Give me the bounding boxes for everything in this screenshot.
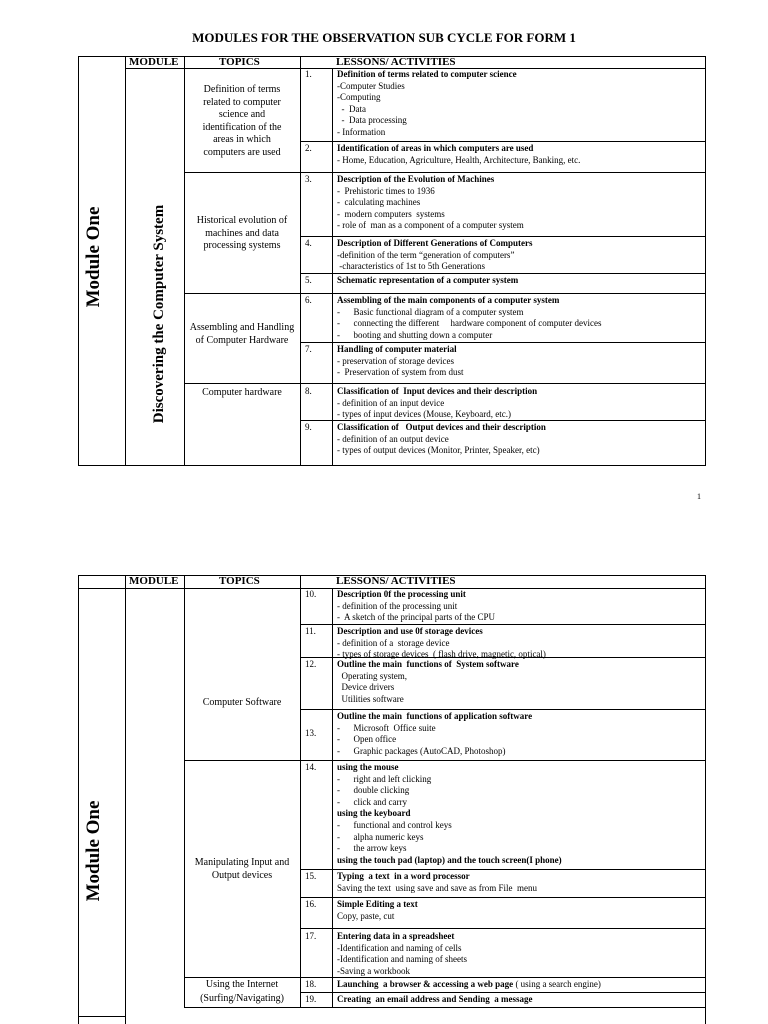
lesson-content [337, 174, 703, 232]
lesson-number: 11. [305, 626, 316, 636]
lesson-number: 17. [305, 931, 317, 941]
lesson-content [337, 69, 703, 139]
lesson-number: 19. [305, 994, 317, 1004]
lesson-content [337, 899, 703, 922]
lesson-heading: using the touch pad (laptop) and the touch screen(I phone) [337, 854, 562, 865]
lesson-number: 4. [305, 238, 312, 248]
lesson-content [337, 994, 703, 1006]
lesson-heading: Classification of Output devices and their description [337, 422, 546, 432]
lesson-line: - functional and control keys [337, 819, 452, 830]
lesson-line: - Graphic packages (AutoCAD, Photoshop) [337, 745, 506, 756]
lesson-content [337, 275, 703, 287]
lesson-line: -Computing [337, 92, 381, 103]
module-label: Module One [83, 206, 104, 308]
lesson-heading: Typing a text in a word processor [337, 871, 470, 881]
lesson-heading: using the mouse [337, 762, 399, 772]
lesson-content [337, 238, 703, 273]
module-name: Discovering the Computer System [151, 204, 167, 424]
lesson-content [337, 422, 703, 457]
lesson-heading: Description 0f the processing unit [337, 589, 466, 599]
lesson-heading: Simple Editing a text [337, 899, 418, 909]
lesson-line: -Identification and naming of sheets [337, 954, 467, 965]
lesson-content [337, 979, 703, 991]
lesson-heading: Entering data in a spreadsheet [337, 931, 455, 941]
lesson-number: 6. [305, 295, 312, 305]
lesson-number: 9. [305, 422, 312, 432]
lesson-line: - Home, Education, Agriculture, Health, Architecture, Banking, etc. [337, 154, 581, 165]
lesson-heading: Handling of computer material [337, 344, 457, 354]
lesson-number: 5. [305, 275, 312, 285]
lesson-line: -Computer Studies [337, 80, 405, 91]
lesson-content [337, 762, 703, 866]
lesson-line: - types of input devices (Mouse, Keyboard, etc.) [337, 409, 511, 420]
lesson-line: - A sketch of the principal parts of the CPU [337, 612, 495, 623]
lesson-line: Saving the text using save and save as from File menu [337, 882, 537, 893]
lesson-number: 16. [305, 899, 317, 909]
lesson-line: - calculating machines [337, 197, 421, 208]
lesson-line: Operating system, [337, 670, 407, 681]
topic-cell: Assembling and Handling of Computer Hardware [189, 322, 295, 346]
lesson-content [337, 626, 703, 661]
lesson-content [337, 659, 703, 705]
header-topics: TOPICS [219, 56, 260, 68]
lesson-line: - Microsoft Office suite [337, 722, 436, 733]
lesson-line: - double clicking [337, 785, 410, 796]
lesson-line: - Data [337, 103, 366, 114]
lesson-heading: Outline the main functions of System software [337, 659, 519, 669]
lesson-line: - definition of the processing unit [337, 600, 458, 611]
lesson-heading: Outline the main functions of application software [337, 711, 533, 721]
topic-cell: Computer Software [202, 697, 282, 708]
topic-cell: Historical evolution of machines and data processing systems [196, 215, 288, 251]
lesson-line: - modern computers systems [337, 208, 445, 219]
topic-cell: Using the Internet (Surfing/Navigating) [200, 979, 284, 1004]
lesson-line: - connecting the different hardware component of computer devices [337, 318, 602, 329]
lesson-content [337, 386, 703, 421]
lesson-line: - Data processing [337, 115, 407, 126]
lesson-line: - preservation of storage devices [337, 355, 454, 366]
lesson-content [337, 143, 703, 166]
topic-cell: Manipulating Input and Output devices [194, 857, 290, 881]
lesson-line: - Information [337, 126, 386, 137]
lesson-heading: Description of the Evolution of Machines [337, 174, 495, 184]
topic-cell: Computer hardware [202, 387, 282, 398]
lesson-line: - Basic functional diagram of a computer system [337, 306, 524, 317]
lesson-line: - Preservation of system from dust [337, 367, 464, 378]
header-module: MODULE [129, 575, 179, 587]
header-module: MODULE [129, 56, 179, 68]
lesson-heading: Definition of terms related to computer science [337, 69, 517, 79]
lesson-heading: using the keyboard [337, 808, 411, 819]
topic-cell: Definition of terms related to computer science and identification of the areas in which computers are used [202, 84, 282, 158]
lesson-line: - types of storage devices ( flash drive, magnetic, optical) [337, 649, 546, 660]
lesson-number: 2. [305, 143, 312, 153]
lesson-line: - definition of a storage device [337, 637, 450, 648]
lesson-number: 7. [305, 344, 312, 354]
lesson-number: 15. [305, 871, 317, 881]
lesson-line: Device drivers [337, 682, 395, 693]
lesson-line: - definition of an output device [337, 433, 449, 444]
lesson-number: 3. [305, 174, 312, 184]
lesson-content [337, 589, 703, 624]
lesson-line: -characteristics of 1st to 5th Generations [337, 261, 485, 272]
lesson-heading: Creating an email address and Sending a message [337, 994, 533, 1004]
header-lessons: LESSONS/ ACTIVITIES [336, 56, 456, 68]
lesson-line: -Saving a workbook [337, 965, 410, 976]
lesson-heading: Assembling of the main components of a computer system [337, 295, 560, 305]
lesson-number: 18. [305, 979, 317, 989]
lesson-content [337, 344, 703, 379]
lesson-heading: Identification of areas in which computers are used [337, 143, 534, 153]
lesson-content [337, 871, 703, 894]
lesson-heading: Launching a browser & accessing a web page ( using a search engine) [337, 979, 601, 989]
module-label: Module One [83, 800, 104, 902]
header-lessons: LESSONS/ ACTIVITIES [336, 575, 456, 587]
lesson-line: - right and left clicking [337, 773, 432, 784]
lesson-heading: Schematic representation of a computer system [337, 275, 519, 285]
lesson-number: 8. [305, 386, 312, 396]
lesson-content [337, 295, 703, 341]
lesson-number: 14. [305, 762, 317, 772]
lesson-line: Copy, paste, cut [337, 910, 395, 921]
lesson-line: -definition of the term “generation of computers” [337, 249, 515, 260]
lesson-number: 10. [305, 589, 317, 599]
lesson-content [337, 711, 703, 757]
lesson-heading: Description of Different Generations of Computers [337, 238, 533, 248]
lesson-line: - the arrow keys [337, 843, 407, 854]
lesson-line: - definition of an input device [337, 397, 445, 408]
lesson-line: - role of man as a component of a computer system [337, 220, 524, 231]
lesson-line: - Prehistoric times to 1936 [337, 185, 435, 196]
lesson-number: 12. [305, 659, 317, 669]
lesson-line: -Identification and naming of cells [337, 942, 462, 953]
page-title: MODULES FOR THE OBSERVATION SUB CYCLE FOR FORM 1 [192, 30, 576, 45]
header-topics: TOPICS [219, 575, 260, 587]
lesson-line: - booting and shutting down a computer [337, 329, 493, 340]
page-number: 1 [697, 492, 701, 501]
lesson-number: 13. [305, 728, 317, 738]
lesson-heading: Classification of Input devices and their description [337, 386, 538, 396]
lesson-line: - Open office [337, 734, 397, 745]
lesson-number: 1. [305, 69, 312, 79]
lesson-content [337, 931, 703, 977]
lesson-line: - types of output devices (Monitor, Printer, Speaker, etc) [337, 445, 540, 456]
lesson-line: - alpha numeric keys [337, 831, 424, 842]
lesson-line: Utilities software [337, 693, 404, 704]
lesson-heading: Description and use 0f storage devices [337, 626, 483, 636]
lesson-line: - click and carry [337, 796, 407, 807]
